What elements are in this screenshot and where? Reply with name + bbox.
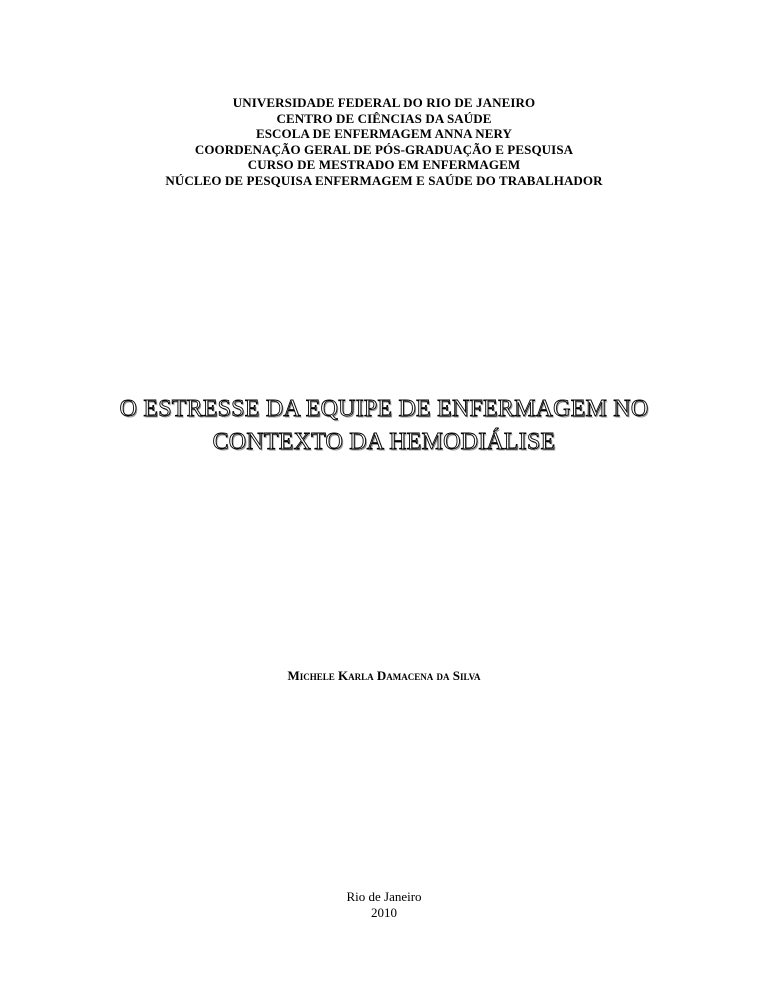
- document-footer: [0, 889, 768, 920]
- center-name: CENTRO DE CIÊNCIAS DA SAÚDE: [276, 110, 492, 126]
- city: Rio de Janeiro: [346, 889, 422, 904]
- university-name: UNIVERSIDADE FEDERAL DO RIO DE JANEIRO: [232, 95, 536, 110]
- author-name: Michele Karla Damacena da Silva: [287, 668, 481, 683]
- school-name: ESCOLA DE ENFERMAGEM ANNA NERY: [255, 126, 513, 141]
- coordination-name: COORDENAÇÃO GERAL DE PÓS-GRADUAÇÃO E PESQUISA: [194, 141, 574, 157]
- document-title: [0, 393, 768, 459]
- institution-header: [0, 95, 768, 188]
- course-name: CURSO DE MESTRADO EM ENFERMAGEM: [247, 157, 521, 172]
- year: 2010: [371, 904, 397, 920]
- title-line-2: CONTEXTO DA HEMODIÁLISE: [212, 429, 556, 455]
- research-nucleus-name: NÚCLEO DE PESQUISA ENFERMAGEM E SAÚDE DO TRABALHADOR: [165, 172, 603, 188]
- title-line-1: O ESTRESSE DA EQUIPE DE ENFERMAGEM NO: [119, 396, 649, 422]
